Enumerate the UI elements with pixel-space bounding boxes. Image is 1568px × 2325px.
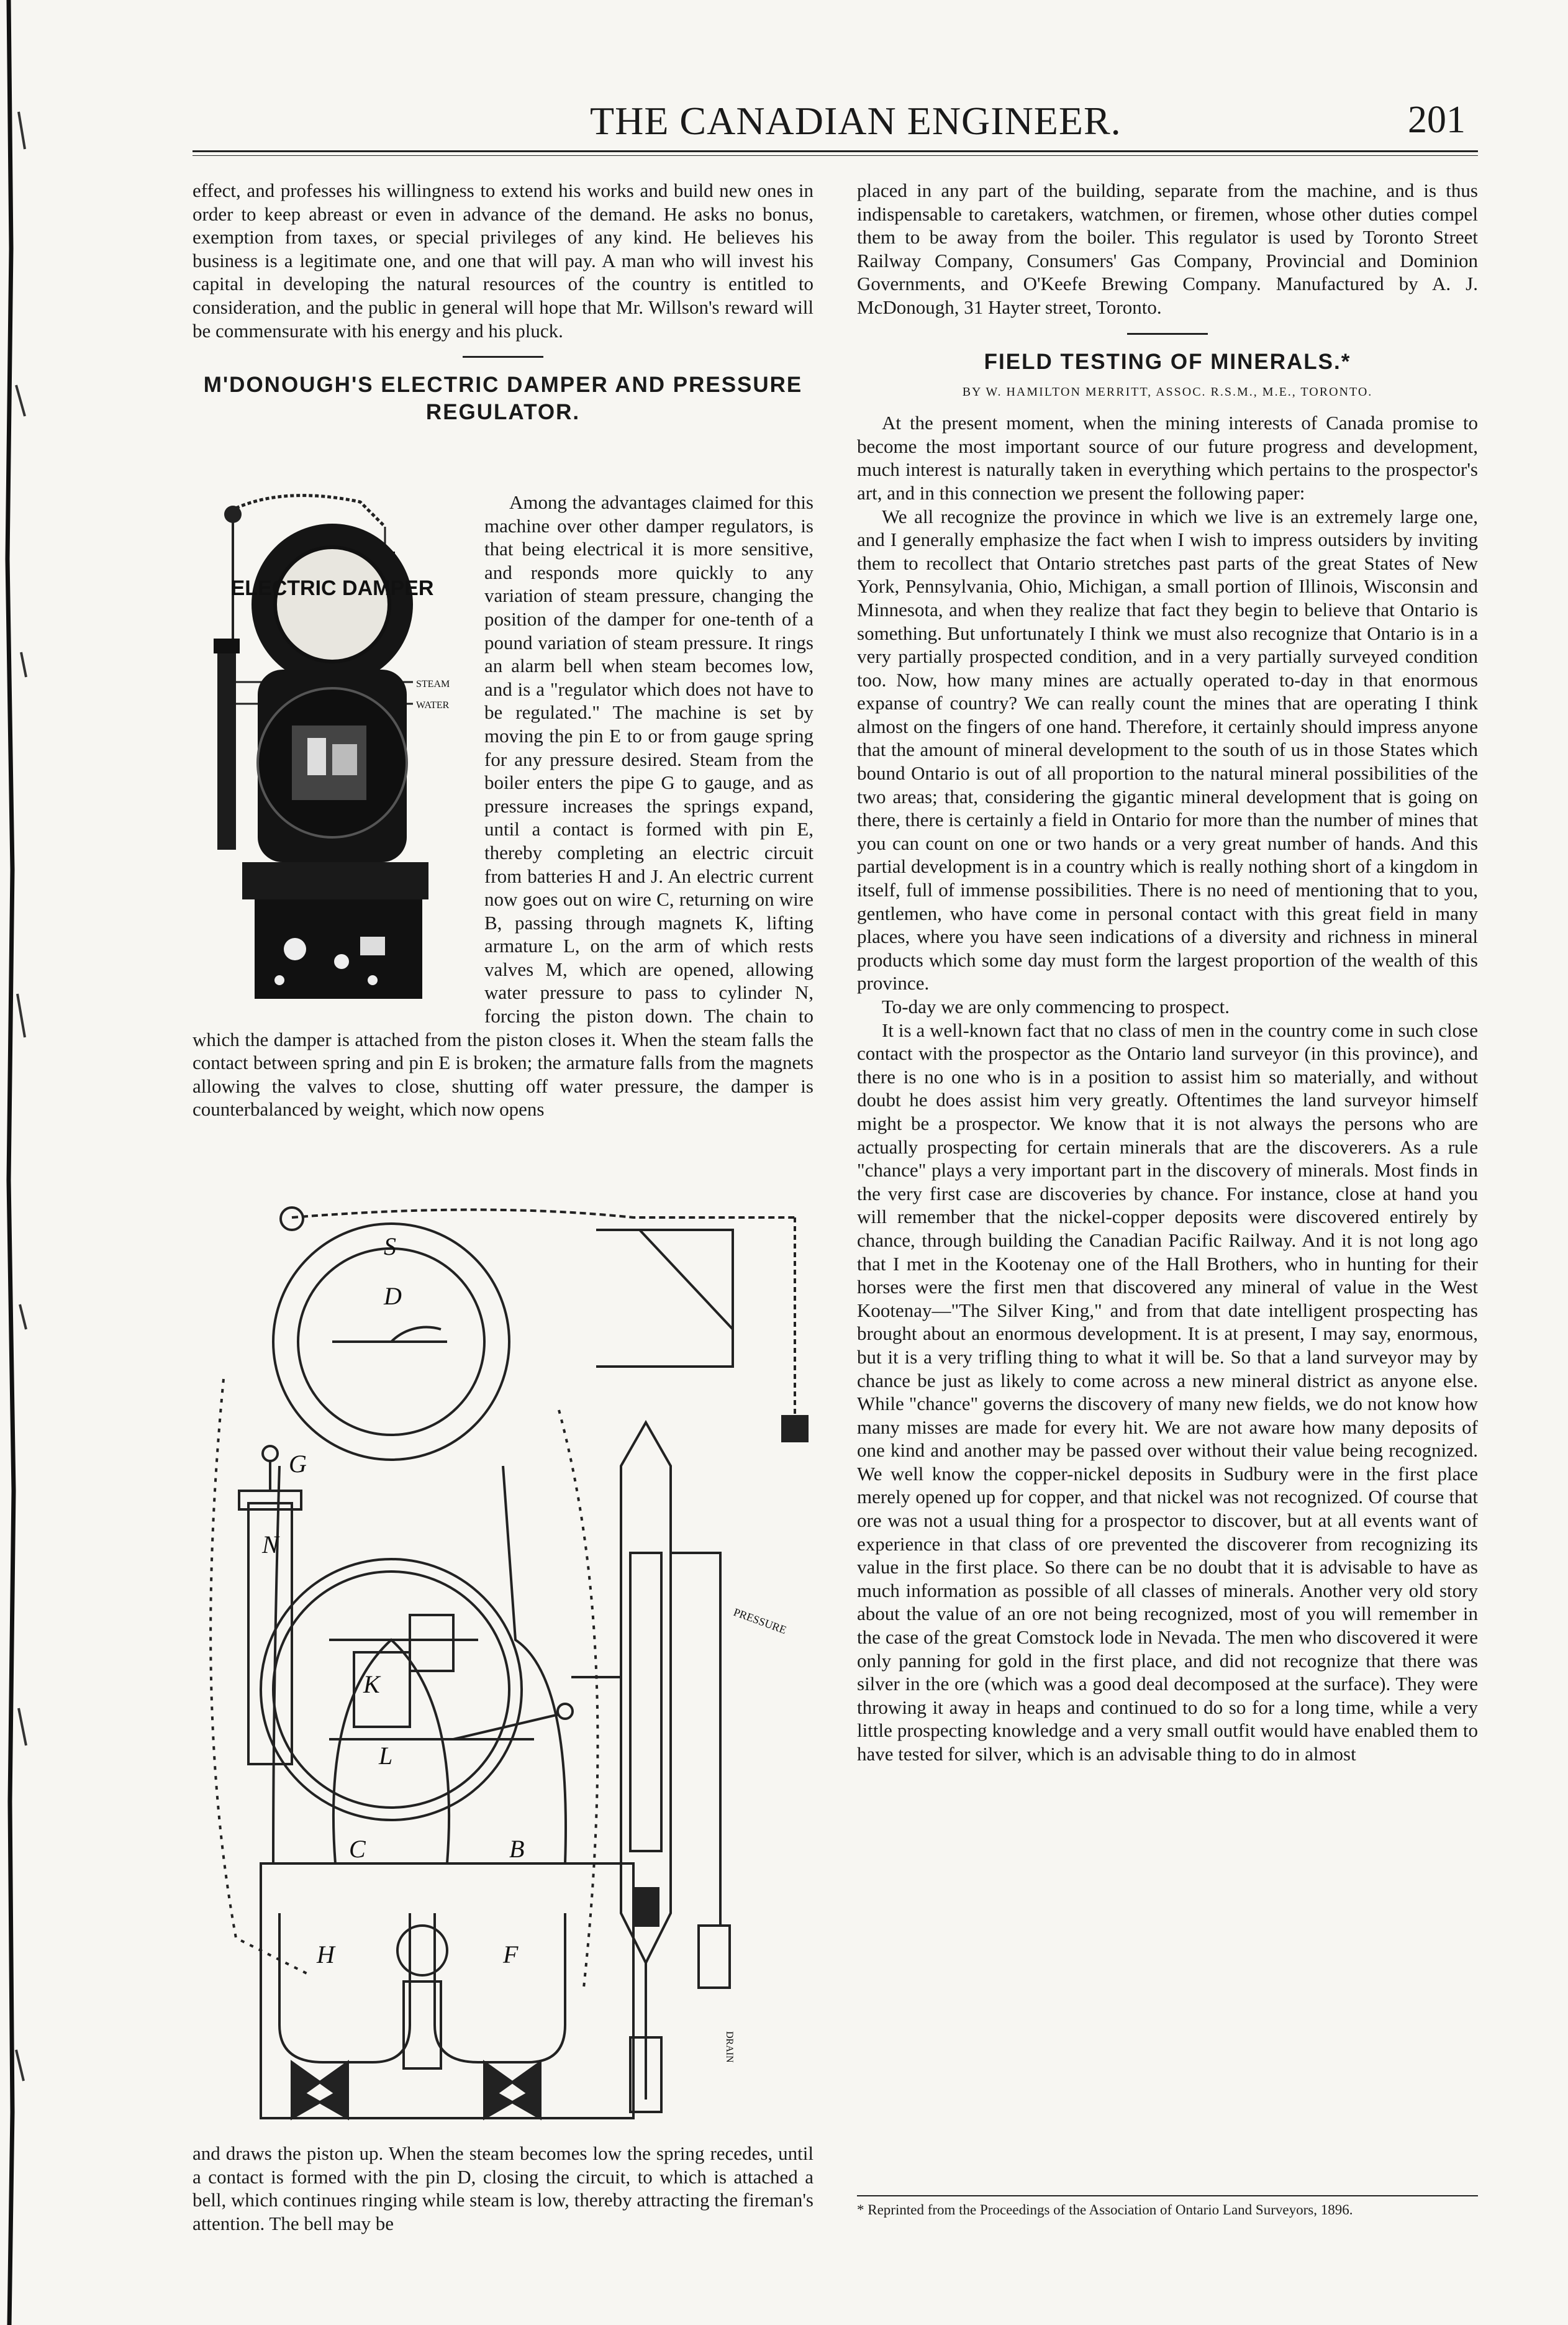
footnote-rule — [857, 2195, 1478, 2196]
page-number: 201 — [1408, 99, 1466, 141]
damper-usage-paragraph: placed in any part of the building, separate from the machine, and is thus indispensable to caretakers, watchmen, or firemen, whose other duties compel them to be away from the boiler. This regulator is used by Toronto Street Railway Company, Consumers' Gas Company, Provincial and Dominion Governments, and O'Keefe Brewing Company. Manufactured by A. J. McDonough, 31 Hayter street, Toronto. — [857, 180, 1478, 318]
drain-label: DRAIN — [724, 2031, 735, 2063]
paragraph-2: We all recognize the province in which we live is an extremely large one, and I generally emphasize the fact when I wish to impress outsiders by inviting them to recollect that Ontario stretches past parts of the great States of New York, Pennsylvania, Ohio, Michigan, a small portion of Illinois, Wisconsin and Minnesota, and when they realize that fact they begin to believe that Ontario is something. But unfortunately I think we must also recognize that Ontario is in a very partially prospected condition, and in a very partially surveyed condition too. Now, how many mines are actually operated to-day in that enormous expanse of country? We can really count the mines that are operating I think almost on the fingers of one hand. Therefore, it certainly should impress anyone that the amount of mineral development to the south of us in those States which bound Ontario is out of all proportion to the natural mineral possibilities of the two areas; that, considering the gigantic mineral development that is going on there, there is certainly a field in Ontario for more than the number of mines that you can count on one or two hands or a very great number of hands. And this partial development is in a country which is really nothing short of a kingdom in itself, full of immense possibilities. There is no need of mentioning that to you, gentlemen, who have come in personal contact with this great field in many places, where you have seen indications of a diversity and richness in mineral products which some day must form the largest proportion of the wealth of this province. — [857, 505, 1478, 994]
label-k: K — [363, 1670, 380, 1698]
section-rule — [463, 356, 543, 358]
label-d: D — [384, 1282, 402, 1310]
section-rule-right — [1127, 333, 1208, 335]
pressure-label: PRESSURE — [732, 1605, 789, 1637]
author-byline: BY W. HAMILTON MERRITT, ASSOC. R.S.M., M.E., TORONTO. — [962, 384, 1373, 399]
intro-paragraph: effect, and professes his willingness to extend his works and build new ones in order to keep abreast or even in advance of the demand. He asks no bonus, exemption from taxes, or special privileges of any kind. He believes his business is a legitimate one, and one that will pay. A man who will invest his capital in developing the natural resources of the country is entitled to consideration, and the public in general will hope that Mr. Willson's reward will be commensurate with his energy and his pluck. — [193, 180, 813, 342]
label-c: C — [349, 1835, 366, 1863]
label-n: N — [262, 1531, 279, 1558]
damper-description: Among the advantages claimed for this machine over other damper regulators, is that being electrical it is more sensitive, and responds more quickly to any variation of steam pressure, changing the position of the damper for one-tenth of a pound variation of steam pressure. It rings an alarm bell when steam becomes low, and is a "regulator which does not have to be regulated." The machine is set by moving the pin E to or from gauge spring for any pressure desired. Steam from the boiler enters the pipe G to gauge, and as pressure increases the springs expand, until a contact is formed with pin E, thereby completing an electric circuit from batteries H and J. An electric current now goes out on wire C, returning on wire B, passing through magnets K, lifting armature L, on the arm of which rests valves M, which are opened, allowing water pressure to pass to cylinder N, forcing the piston down. The chain to which the damper is attached from the piston closes it. When the steam falls the contact between spring and pin E is broken; the armature falls from the magnets allowing the valves to close, shutting off water pressure, the damper is counterbalanced by weight, which now opens — [193, 491, 813, 1121]
journal-title: THE CANADIAN ENGINEER. — [590, 99, 1122, 143]
dial-label: ELECTRIC DAMPER — [230, 576, 434, 600]
article-heading: M'DONOUGH'S ELECTRIC DAMPER AND PRESSURE REGULATOR. — [203, 373, 803, 425]
paragraph-4: It is a well-known fact that no class of men in the country come in such close contact with the prospector as the Ontario land surveyor (in this province), and there is no one who is in a position to assist him so materially, and without doubt he does assist him very greatly. Oftentimes the land surveyor himself might be a prospector. We know that it is not always the persons who are actually prospecting for certain minerals that are the discoverers. As a rule "chance" plays a very important part in the discovery of minerals. Most finds in the very first case are discoveries by chance. For instance, close at hand you will remember that the nickel-copper deposits were discovered entirely by chance, through building the Canadian Pacific Railway. And it is not long ago that I met in the Kootenay one of the Hall Brothers, who in hunting for their horses were the first men that discovered any mineral of value in the West Kootenay—"The Silver King," and from that date intelligent prospecting has brought about an enormous development. It is at present, I may say, enormous, but it is a very trifling thing to what it will be. So that a land surveyor may by chance be just as likely to come across a new mineral district as anyone else. While "chance" governs the discovery of many new fields, we do not know how many misses are made for every hit. We are not aware how many deposits of one kind and another may be passed over without their value being recognized. We well know the copper-nickel deposits in Sudbury were in the first place merely opened up for copper, and that nickel was not recognized. Of course that ore was not a usual thing for a prospector to discover, but at all events want of experience in that class of ore prevented the discoverer from recognizing its value in the first place. So there can be no doubt that it is advisable to have as much information as possible of all classes of minerals. Another very old story about the value of an ore not being recognized, most of you will remember in the case of the great Comstock lode in Nevada. The men who discovered it were only panning for gold in the first place, and did not recognize that there was silver in the ore (which was a good deal decomposed at the surface). They were throwing it away in heaps and continued to do so for a long time, while a very little prospecting knowledge and a very small outfit would have enabled them to have tested for silver, which is an advisable thing to do in almost — [857, 1019, 1478, 1765]
footnote — [857, 2201, 1478, 2219]
header-rule-thin — [193, 155, 1478, 156]
water-label: WATER — [416, 700, 450, 711]
paragraph-3: To-day we are only commencing to prospect. — [882, 996, 1230, 1017]
label-h: H — [317, 1941, 335, 1968]
left-column-intro — [193, 179, 813, 426]
binding-edge — [0, 0, 43, 2325]
damper-description-end: and draws the piston up. When the steam becomes low the spring recedes, until a contact is formed with the pin D, closing the circuit, to which is attached a bell, which continues ringing while steam is low, thereby attracting the fireman's attention. The bell may be — [193, 2142, 813, 2234]
steam-label: STEAM — [416, 679, 450, 689]
label-s: S — [384, 1232, 396, 1260]
header-rule — [193, 150, 1478, 152]
figure-wrap-spacer — [193, 491, 484, 1006]
label-l: L — [379, 1742, 393, 1770]
label-g: G — [289, 1450, 307, 1478]
field-testing-heading: FIELD TESTING OF MINERALS.* — [984, 349, 1351, 374]
left-column-body — [193, 491, 813, 1121]
page-header — [193, 93, 1478, 149]
left-column-tail — [193, 2142, 813, 2235]
damper-diagram — [186, 1205, 820, 2124]
paragraph-1: At the present moment, when the mining interests of Canada promise to become the most important source of our future progress and development, much interest is naturally taken in everything which pertains to the prospector's art, and in this connection we present the following paper: — [857, 412, 1478, 504]
footnote-text: * Reprinted from the Proceedings of the Association of Ontario Land Surveyors, 1896. — [857, 2202, 1353, 2218]
label-f: F — [503, 1941, 519, 1968]
right-column — [857, 179, 1478, 1766]
label-b: B — [509, 1835, 525, 1863]
